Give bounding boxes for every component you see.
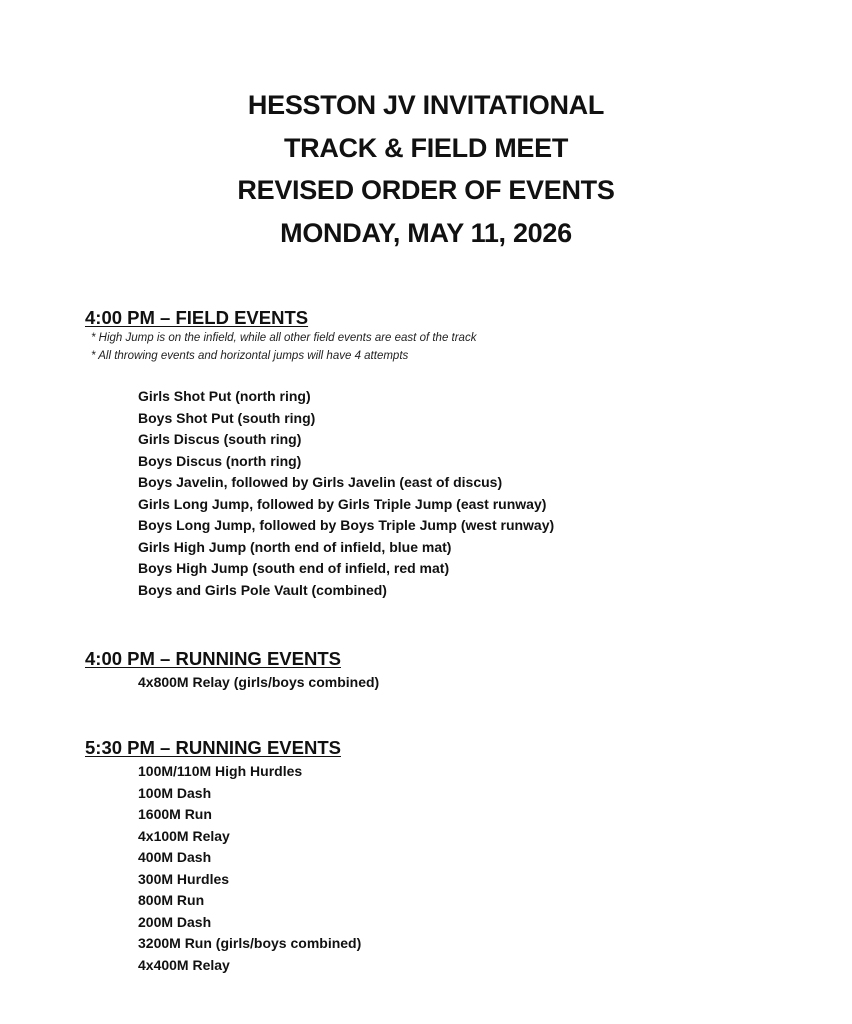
section-field-events xyxy=(85,307,825,601)
event-item: 400M Dash xyxy=(138,849,212,865)
event-item: Boys and Girls Pole Vault (combined) xyxy=(138,581,387,598)
section-running-events-second xyxy=(85,737,825,976)
section-note: * All throwing events and horizontal jumps will have 4 attempts xyxy=(91,350,409,362)
event-item: 4x800M Relay (girls/boys combined) xyxy=(138,674,380,690)
document-title xyxy=(0,84,852,254)
section-note: * High Jump is on the infield, while all other field events are east of the track xyxy=(91,332,477,344)
event-item: Boys High Jump (south end of infield, red mat) xyxy=(138,560,450,576)
title-meet-type: TRACK & FIELD MEET xyxy=(283,132,569,163)
event-item: 100M/110M High Hurdles xyxy=(138,763,303,779)
event-item: 200M Dash xyxy=(138,913,212,930)
event-item: Girls Discus (south ring) xyxy=(138,431,302,447)
event-item: 3200M Run (girls/boys combined) xyxy=(138,935,362,951)
event-item: Girls High Jump (north end of infield, blue mat) xyxy=(138,538,452,555)
event-item: 100M Dash xyxy=(138,784,212,801)
event-item: Boys Shot Put (south ring) xyxy=(138,409,316,426)
title-order-of-events: REVISED ORDER OF EVENTS xyxy=(237,175,615,205)
event-item: 4x400M Relay xyxy=(138,956,230,973)
section-heading: 5:30 PM – RUNNING EVENTS xyxy=(85,737,341,758)
event-list xyxy=(85,672,825,694)
event-item: 800M Run xyxy=(138,892,205,908)
event-item: 4x100M Relay xyxy=(138,827,230,844)
title-meet-name: HESSTON JV INVITATIONAL xyxy=(247,90,605,120)
event-list xyxy=(85,761,825,976)
event-item: Boys Discus (north ring) xyxy=(138,452,302,469)
event-item: Boys Long Jump, followed by Boys Triple Jump (west runway) xyxy=(138,517,555,533)
section-heading: 4:00 PM – FIELD EVENTS xyxy=(85,307,309,328)
event-item: 1600M Run xyxy=(138,806,212,822)
event-item: 300M Hurdles xyxy=(138,870,230,887)
title-date: MONDAY, MAY 11, 2026 xyxy=(280,217,572,248)
section-running-events-first xyxy=(85,648,825,694)
event-item: Girls Long Jump, followed by Girls Triple Jump (east runway) xyxy=(138,495,547,512)
event-item: Boys Javelin, followed by Girls Javelin (east of discus) xyxy=(138,474,503,490)
event-list xyxy=(85,386,825,601)
event-item: Girls Shot Put (north ring) xyxy=(138,388,311,404)
section-heading: 4:00 PM – RUNNING EVENTS xyxy=(85,648,341,669)
